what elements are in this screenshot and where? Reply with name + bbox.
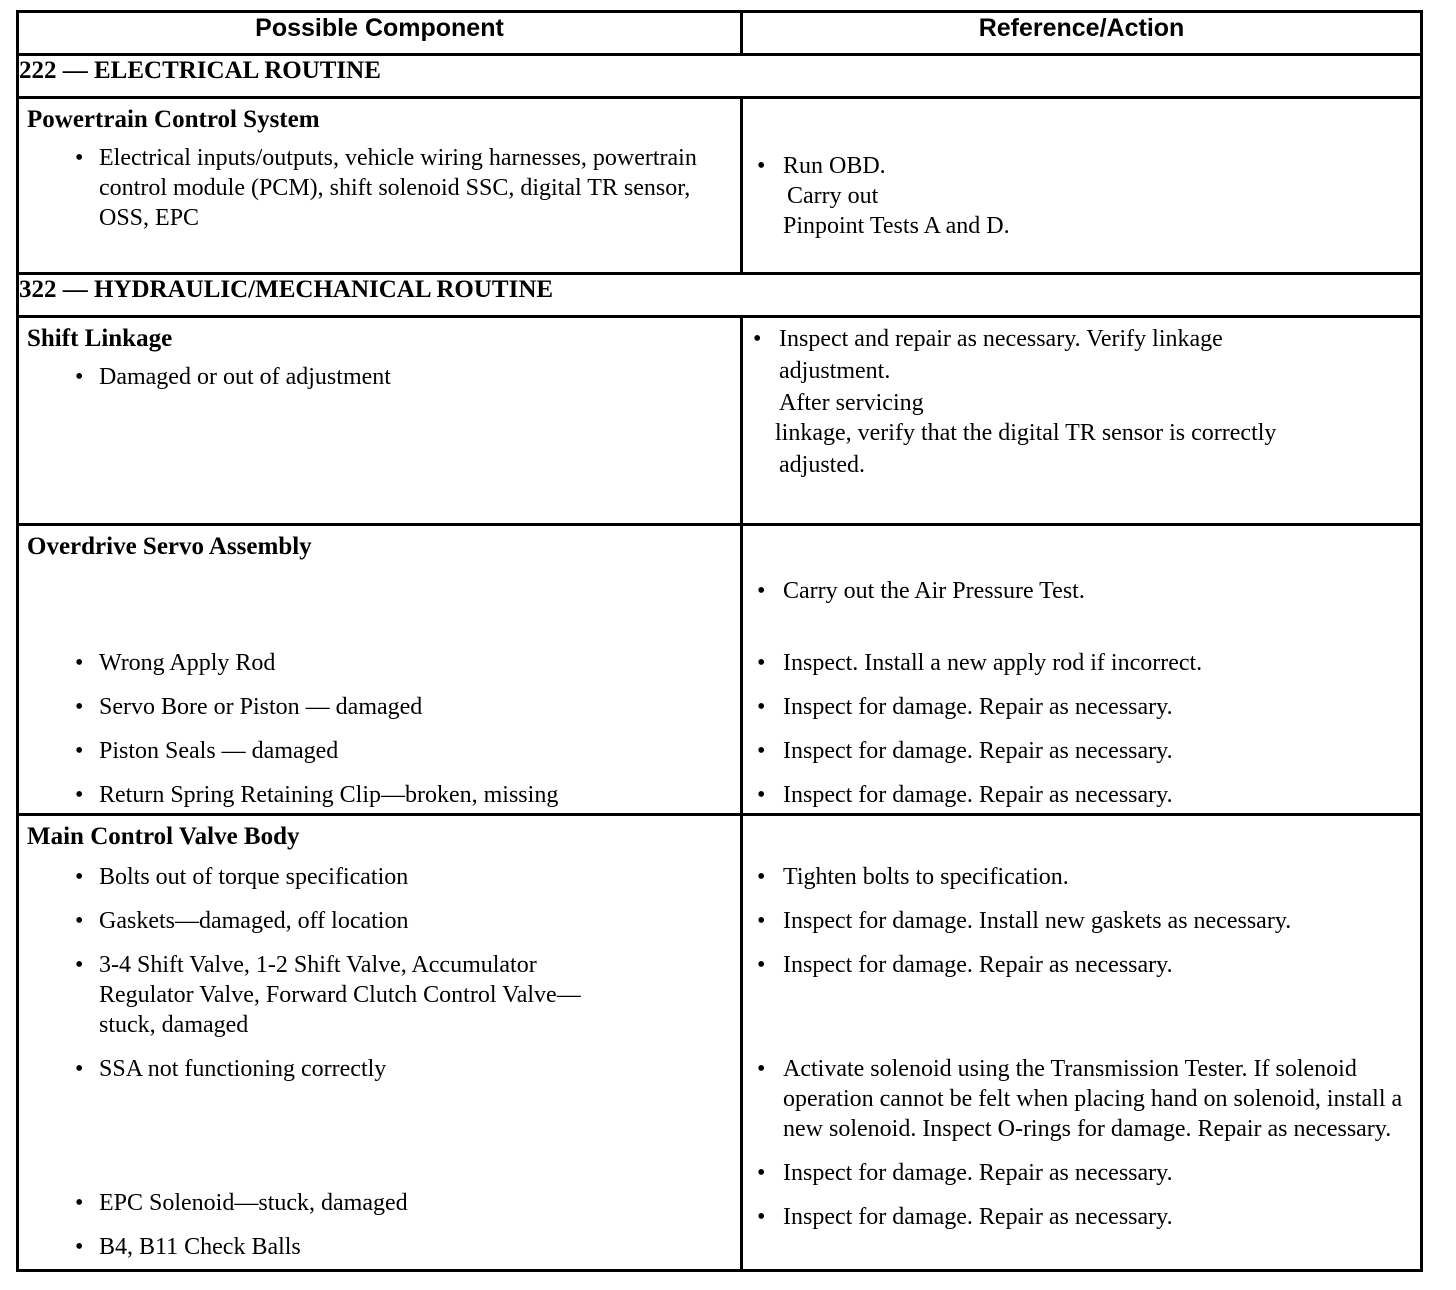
bullet-icon: • xyxy=(75,650,84,676)
section-hydraulic-routine: 322 — HYDRAULIC/MECHANICAL ROUTINE xyxy=(18,274,1422,317)
component-text: Gaskets—damaged, off location xyxy=(99,908,409,934)
list-item xyxy=(19,736,740,766)
group-row-shift-linkage xyxy=(18,317,1422,525)
bullet-icon: • xyxy=(75,145,84,171)
component-text: Electrical inputs/outputs, vehicle wiring harnesses, powertrain control module (PCM), shift solenoid SSC, digital TR sensor, OSS, EPC xyxy=(99,145,697,231)
bullet-icon: • xyxy=(75,694,84,720)
powertrain-action-cell xyxy=(742,98,1422,274)
bullet-icon: • xyxy=(753,326,762,352)
list-item xyxy=(743,780,1420,810)
bullet-icon: • xyxy=(757,578,766,604)
list-item xyxy=(743,151,1420,241)
list-item xyxy=(19,1188,740,1218)
action-text: Carry out xyxy=(787,183,879,209)
action-text: Inspect for damage. Repair as necessary. xyxy=(783,782,1173,808)
bullet-icon: • xyxy=(75,1056,84,1082)
action-text: Inspect for damage. Repair as necessary. xyxy=(783,738,1173,764)
bullet-icon: • xyxy=(757,694,766,720)
group-row-overdrive-servo xyxy=(18,525,1422,815)
action-text: Inspect for damage. Repair as necessary. xyxy=(783,1160,1173,1186)
group-title-shift-linkage: Shift Linkage xyxy=(27,325,173,352)
section-electrical-routine: 222 — ELECTRICAL ROUTINE xyxy=(18,55,1422,98)
bullet-icon: • xyxy=(757,153,766,179)
action-text: Activate solenoid using the Transmission Tester. If solenoid operation cannot be felt when placing hand on solenoid, install a new solenoid. Inspect O-rings for damage. Repair as necessary. xyxy=(783,1056,1403,1142)
list-item xyxy=(743,736,1420,766)
group-row-powertrain xyxy=(18,98,1422,274)
list-item xyxy=(743,324,1420,480)
header-row xyxy=(18,12,1422,55)
list-item xyxy=(743,1054,1420,1144)
action-text: Tighten bolts to specification. xyxy=(783,864,1069,890)
list-item xyxy=(19,648,740,678)
list-item xyxy=(19,692,740,722)
list-item xyxy=(743,1202,1420,1232)
spacer xyxy=(19,564,740,648)
list-item xyxy=(743,906,1420,936)
bullet-icon: • xyxy=(757,782,766,808)
servo-component-cell xyxy=(18,525,742,815)
list-item xyxy=(19,780,740,810)
action-text: Inspect and repair as necessary. Verify linkage xyxy=(779,326,1223,352)
group-title-overdrive-servo: Overdrive Servo Assembly xyxy=(27,533,312,560)
list-item xyxy=(19,1232,740,1262)
header-reference-action: Reference/Action xyxy=(742,12,1422,55)
component-text: Return Spring Retaining Clip—broken, missing xyxy=(99,782,559,808)
diagnostic-table-page xyxy=(16,10,1420,1272)
group-title-powertrain: Powertrain Control System xyxy=(27,106,320,133)
component-text: EPC Solenoid—stuck, damaged xyxy=(99,1190,408,1216)
linkage-action-cell xyxy=(742,317,1422,525)
bullet-icon: • xyxy=(757,908,766,934)
action-text: Inspect for damage. Repair as necessary. xyxy=(783,952,1173,978)
valvebody-action-cell xyxy=(742,815,1422,1271)
bullet-icon: • xyxy=(75,738,84,764)
component-text: 3-4 Shift Valve, 1-2 Shift Valve, Accumulator Regulator Valve, Forward Clutch Control Valve—stuck, damaged xyxy=(99,952,581,1038)
action-text: adjusted. xyxy=(779,452,865,478)
action-text: Inspect. Install a new apply rod if incorrect. xyxy=(783,650,1203,676)
action-text: adjustment. xyxy=(779,358,891,384)
bullet-icon: • xyxy=(75,952,84,978)
list-item xyxy=(743,1158,1420,1188)
bullet-icon: • xyxy=(757,650,766,676)
list-item xyxy=(19,143,740,233)
action-text: Inspect for damage. Repair as necessary. xyxy=(783,694,1173,720)
bullet-icon: • xyxy=(75,908,84,934)
list-item xyxy=(743,950,1420,980)
bullet-icon: • xyxy=(757,1056,766,1082)
component-text: Bolts out of torque specification xyxy=(99,864,409,890)
diagnostic-table xyxy=(16,10,1423,1272)
component-text: Damaged or out of adjustment xyxy=(99,364,391,390)
component-text: Piston Seals — damaged xyxy=(99,738,339,764)
list-item xyxy=(19,862,740,892)
action-text: Inspect for damage. Repair as necessary. xyxy=(783,1204,1173,1230)
list-item xyxy=(743,692,1420,722)
list-item xyxy=(743,862,1420,892)
action-text: After servicing xyxy=(779,390,924,416)
list-item xyxy=(19,1054,740,1084)
bullet-icon: • xyxy=(75,864,84,890)
component-text: SSA not functioning correctly xyxy=(99,1056,387,1082)
header-possible-component: Possible Component xyxy=(18,12,742,55)
action-text: linkage, verify that the digital TR sensor is correctly xyxy=(775,420,1277,446)
action-text: Carry out the Air Pressure Test. xyxy=(783,578,1085,604)
servo-action-cell xyxy=(742,525,1422,815)
list-item xyxy=(743,648,1420,678)
bullet-icon: • xyxy=(757,864,766,890)
powertrain-component-cell xyxy=(18,98,742,274)
component-text: B4, B11 Check Balls xyxy=(99,1234,301,1260)
group-title-main-control-valve-body: Main Control Valve Body xyxy=(27,823,300,850)
action-text: Inspect for damage. Install new gaskets as necessary. xyxy=(783,908,1292,934)
valvebody-component-cell xyxy=(18,815,742,1271)
component-text: Servo Bore or Piston — damaged xyxy=(99,694,423,720)
action-text: Pinpoint Tests A and D. xyxy=(783,213,1010,239)
bullet-icon: • xyxy=(75,364,84,390)
bullet-icon: • xyxy=(757,1204,766,1230)
section-row-electrical xyxy=(18,55,1422,98)
group-row-main-control-valve-body xyxy=(18,815,1422,1271)
component-text: Wrong Apply Rod xyxy=(99,650,276,676)
list-item xyxy=(19,362,740,392)
list-item xyxy=(19,906,740,936)
action-text: Run OBD. xyxy=(783,153,886,179)
linkage-component-cell xyxy=(18,317,742,525)
section-row-hydraulic xyxy=(18,274,1422,317)
list-item xyxy=(19,950,740,1040)
bullet-icon: • xyxy=(757,1160,766,1186)
bullet-icon: • xyxy=(757,952,766,978)
bullet-icon: • xyxy=(757,738,766,764)
bullet-icon: • xyxy=(75,782,84,808)
list-item xyxy=(743,576,1420,606)
bullet-icon: • xyxy=(75,1190,84,1216)
bullet-icon: • xyxy=(75,1234,84,1260)
